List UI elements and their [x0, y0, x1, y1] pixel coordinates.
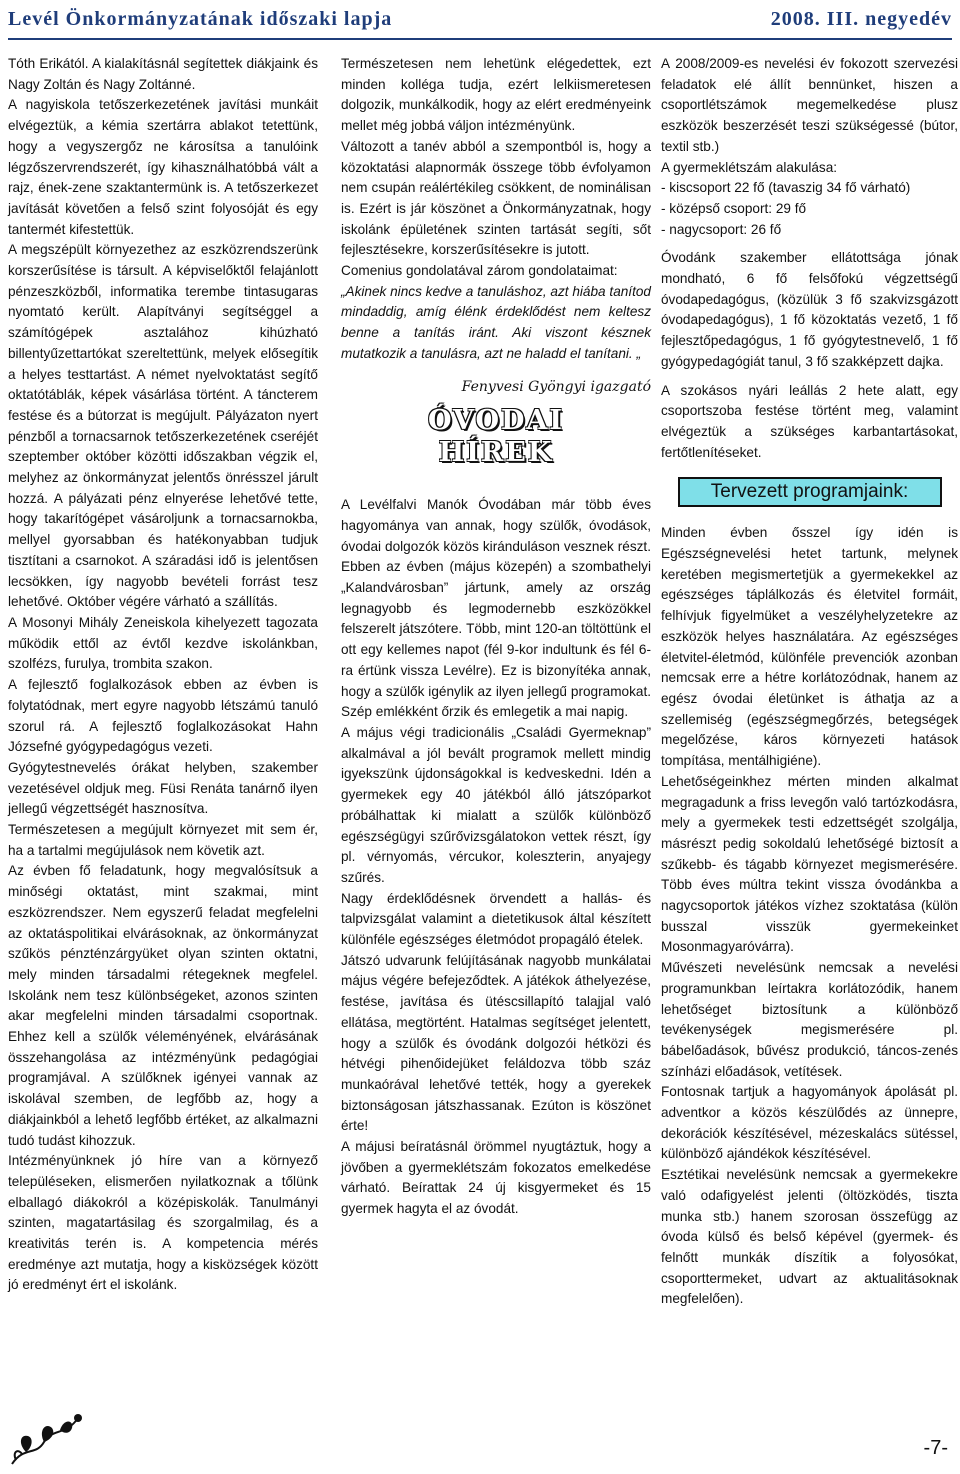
col2-paragraph: Természetesen nem lehetünk elégedettek, ezt minden kolléga tudja, ezért lelkiismeretesen dolgozik, munkálkodik, hogy az elért eredményeink mellet még jobbá váljon intézményünk.	[341, 56, 651, 134]
col3-paragraph: Esztétikai nevelésünk nemcsak a gyermekekre való odafigyelést jelenti (öltözködés, tiszta munka stb.) hanem szorosan összefügg az óvoda külső és belső képével (gyermek- és felnőtt munkák díszítik a folyosókat, csoporttermeket, udvart az aktualitásoknak megfelelően).	[661, 1167, 958, 1307]
col1-paragraph: A nagyiskola tetőszerkezetének javítási munkáit elvégeztük, a kémia szertárra ablakot tetettünk, hogy a vegyszergőz ne károsítsa a tanulóink légzőszervrendszerét, így kihasználhatóbbá vált a rajz, ének-zene szaktantermünk is. A tetőszerkezet javítását követően a felső szint folyosóját és egy tantermét kifestettük.	[8, 97, 318, 237]
col1-paragraph: A megszépült környezethez az eszközrendszerünk korszerűsítése is társult. A képviselőktől felajánlott pénzeszközből, informatika terembe tintasugaras nyomtató került. Alapítványi segítséggel a számítógépek asztalához kihúzható billentyűzettartókat szereltettünk, melyek elősegítik a helyes testtartást. A német nyelvoktatást segítő oktatótáblák, képek vásárlása történt. A táncterem festése és a bútorzat is megújult. Pályázaton nyert pénzből a tornacsarnok tetőszerkezetének cseréjét szeptember október közötti időszakban végzik el, melyhez az önkormányzat jelentős önrésszel járult hozzá. A pályázati pénz elnyerése lehetővé tette, hogy takarítógépet vásároljunk a tornacsarnokba, mellyel gyorsabban és hatékonyabban tudjuk tisztítani a csarnokot. A száradási idő is jelentősen lecsökken, így nagyobb bevételi forrást tesz lehetővé. Október végére várható a szállítás.	[8, 242, 318, 610]
programs-heading: Tervezett programjaink:	[678, 477, 942, 507]
signature: Fenyvesi Gyöngyi igazgató	[461, 378, 651, 395]
col1-paragraph: Természetesen a megújult környezet mit sem ér, ha a tartalmi megújulások nem követik azt.	[8, 822, 318, 858]
col2-paragraph: Játszó udvarunk felújításának nagyobb munkálatai május végére befejeződtek. A játékok áthelyezése, festése, javítása és ütéscsillapító talajjal való ellátása, megtörtént. Hatalmas segítséget jelentett, hogy a szülők és óvodánk dolgozói hétközi és hétvégi pihenőidejüket feláldozva több száz munkaórával lehetővé tették, hogy a gyerekek biztonságosan játszhassanak. Ezúton is köszönet érte!	[341, 952, 651, 1134]
col3-list-item: - középső csoport: 29 fő	[661, 200, 807, 216]
col2-paragraph: A Levélfalvi Manók Óvodában már több éves hagyománya van annak, hogy szülők, óvodások, óvodai dolgozók közös kiránduláson vesznek részt. Ebben az évben (május közepén) a szombathelyi „Kalandvárosban” jártunk, amely az ország legnagyobb és legmodernebb eszközökkel felszerelt játszótere. Több, mint 120-an töltöttünk el ott egy kellemes napot (fél 9-kor indultunk és fél 6-ra értünk vissza Levélre). Ez is bizonyítéka annak, hogy a szülők igénylik az ilyen jellegű programokat. Szép emlékként őrzik és emlegetik a mai napig.	[341, 497, 651, 720]
col1-paragraph: Intézményünknek jó híre van a környező településeken, elismerően nyilatkoznak a tőlünk elballagó diákokról a középiskolák. Tanulmányi szinten, magatartásilag és szorgalmilag, és a kreativitás terén is. A kompetencia mérés eredménye azt mutatja, hogy a kisközségek között jó eredményt ért el iskolánk.	[8, 1153, 318, 1293]
section-banner	[341, 405, 651, 469]
header-publication-title: Levél Önkormányzatának időszaki lapja	[8, 7, 393, 30]
col3-paragraph: Óvodánk szakember ellátottsága jónak mondható, 6 fő felsőfokú végzettségű óvodapedagógus, (közülük 3 fő szakvizsgázott óvodapedagógus), 1 fő közoktatás vezető, 1 fő fejlesztőpedagógus, 1 fő gyógytestnevelő, 1 fő gyógypedagógiát tanul, 3 fő szakképzett dajka.	[661, 250, 958, 369]
col2-paragraph: A májusi beíratásnál örömmel nyugtáztuk, hogy a jövőben a gyermeklétszám fokozatos emelkedése várható. Beírattak 24 új kisgyermeket és 15 gyermek hagyta el az óvodát.	[341, 1139, 651, 1217]
banner-line-1: ÓVODAI	[427, 405, 565, 437]
page-header	[8, 0, 952, 40]
col1-paragraph: A Mosonyi Mihály Zeneiskola kihelyezett tagozata működik ettől az évtől kezdve iskolánkban, szolfézs, furulya, trombita szakon.	[8, 614, 318, 672]
floral-ornament-icon	[8, 1406, 88, 1470]
col2-paragraph: A május végi tradicionális „Családi Gyermeknap” alkalmával a jól bevált programok mellett mindig igyekszünk újdonságokkal is kedveskedni. Idén a gyermekek egy 40 játékból álló játszóparkot próbálhattak ki mialatt a szülők különböző egészségügyi szűrővizsgálatokon vettek részt, így pl. vérnyomás, vércukor, koleszterin, anyajegy szűrés.	[341, 724, 651, 885]
comenius-quote: „Akinek nincs kedve a tanuláshoz, azt hiába tanítod mindaddig, amíg élénk érdeklődést nem keltesz benne a tanítás iránt. Aki viszont késznek mutatkozik a tanulásra, azt ne haladd el tanítani. „	[341, 283, 651, 361]
banner-line-2: HÍREK	[438, 437, 554, 469]
col3-paragraph: A gyermeklétszám alakulása:	[661, 159, 838, 175]
col3-paragraph: Fontosnak tartjuk a hagyományok ápolását pl. adventkor a közös készülődés az ünnepre, dekorációk készítésével, mézeskalács sütéssel, különböző ajándékok készítésével.	[661, 1084, 958, 1162]
column-2	[341, 54, 651, 1220]
col3-paragraph: Lehetőségeinkhez mérten minden alkalmat megragadunk a friss levegőn való tartózkodásra, mely a gyermekek testi edzettségét szolgálja, másrészt pedig sokoldalú lehetőségé biztosít a szűkebb- és tágabb környezet megismerésére. Több éves múltra tekint vissza óvodánkba a nagycsoportok játékos vízhez szoktatása (külön busszal visszük gyermekeinket Mosonmagyaróvárra).	[661, 773, 958, 955]
col3-paragraph: Művészeti nevelésünk nemcsak a nevelési programunkban leírtakra korlátozódik, hanem lehetőséget biztosítunk a különböző tevékenységek megismerésére pl. bábelőadások, bűvész produkció, táncos-zenés színházi előadások, vetítések.	[661, 960, 958, 1079]
col3-paragraph: A szokásos nyári leállás 2 hete alatt, egy csoportszoba festése történt meg, valamint elvégeztük a szükséges karbantartásokat, fertőtlenítéseket.	[661, 382, 958, 460]
col3-list-item: - kiscsoport 22 fő (tavaszig 34 fő várható)	[661, 180, 911, 196]
col3-paragraph: Minden évben ősszel így idén is Egészségnevelési hetet tartunk, melynek keretében megismertetjük a gyermekekkel az egészséges táplálkozás és életvitel formáit, felhívjuk figyelmüket a veszélyhelyzetekre az eszközök helyes használatára. Az egészséges életvitel-életmód, különféle prevenciók azonban nemcsak erre a hétre korlátozódnak, hanem az egész óvodai életünket is áthatja az a szellemiség (egészségmegőrzés, betegségek megelőzése, káros környezeti hatások tompítása, mentálhigiéne).	[661, 525, 958, 769]
col2-paragraph: Comenius gondolatával zárom gondolataimat:	[341, 263, 618, 279]
col1-paragraph: A fejlesztő foglalkozások ebben az évben is folytatódnak, mert egyre nagyobb létszámú tanuló szorul rá. A fejlesztő foglalkozásokat Hahn Józsefné gyógypedagógus vezeti.	[8, 677, 318, 755]
col2-paragraph: Változott a tanév abból a szempontból is, hogy a közoktatási alapnormák összege több évfolyamon nem csupán reálértékileg csökkent, de nominálisan is. Ezért is jár köszönet a Önkormányzatnak, hogy iskolánk épületének szinten tartását segíti, sőt fejlesztésekre, korszerűsítésekre is jutott.	[341, 138, 651, 258]
col3-list-item: - nagycsoport: 26 fő	[661, 221, 782, 237]
column-3	[661, 54, 958, 1310]
col1-paragraph: Az évben fő feladatunk, hogy megvalósítsuk a minőségi oktatást, mint szakmai, mint eszközrendszer. Nem egyszerű feladat megfelelni az oktatáspolitikai elvárásoknak, az önkormányzat szűkös pénzténzárgyüket olyan szinten oktatni, mely minden társadalmi rétegeknek megfelel. Iskolánk nem tesz különbségeket, azonos szinten akar megfelelni minden társadalmi csoportnak. Ehhez kell a szülők véleményének, elvárásának összehangolása az intézményünk pedagógiai programjával. A szülőknek igényei vannak az iskolával szemben, de legfőbb az, hogy a diákjainkból a lehető legfőbb értéket, az alkalmazni tudó tudást kihozzuk.	[8, 863, 318, 1148]
page-number: -7-	[923, 1437, 948, 1459]
col2-paragraph: Nagy érdeklődésnek örvendett a hallás- és talpvizsgálat valamint a dietetikusok által készített különféle egészséges életmódot propagáló ételek.	[341, 890, 651, 948]
column-1	[8, 54, 318, 1296]
col3-paragraph: A 2008/2009-es nevelési év fokozott szervezési feladatok elé állít bennünket, hiszen a csoportlétszámok megemelkedése plusz eszközök beszerzését teszi szükségessé (bútor, textil stb.)	[661, 56, 958, 154]
header-issue: 2008. III. negyedév	[770, 7, 952, 30]
col1-paragraph: Gyógytestnevelés órákat helyben, szakember vezetésével oldjuk meg. Füsi Renáta tanárnő ilyen jellegű végzettségét hasznosítva.	[8, 759, 318, 817]
col1-paragraph: Tóth Erikától. A kialakításnál segítettek diákjaink és Nagy Zoltán és Nagy Zoltánné.	[8, 56, 318, 92]
